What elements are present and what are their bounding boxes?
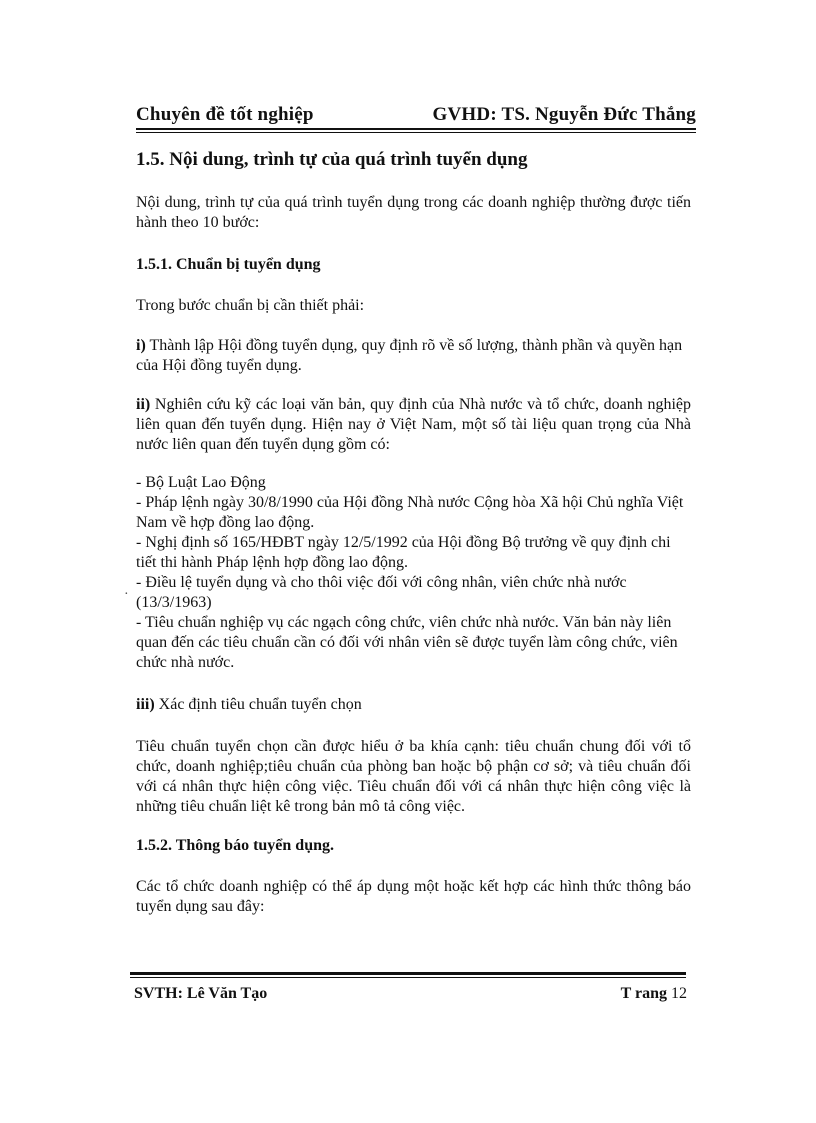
regulation-item: - Tiêu chuẩn nghiệp vụ các ngạch công chức, viên chức nhà nước. Văn bản này liên quan đến các tiêu chuẩn cần có đối với nhân viên sẽ được tuyển làm công chức, viên chức nhà nước. [136, 614, 678, 671]
regulation-item: - Pháp lệnh ngày 30/8/1990 của Hội đồng Nhà nước Cộng hòa Xã hội Chủ nghĩa Việt Nam về hợp đồng lao động. [136, 494, 684, 531]
header-thesis-title: Chuyên đề tốt nghiệp [136, 104, 314, 125]
section-title: 1.5. Nội dung, trình tự của quá trình tuyển dụng [136, 149, 528, 170]
item-iii-marker: iii) [136, 696, 155, 713]
page-number: 12 [671, 985, 687, 1002]
footer-rule-thin [130, 977, 686, 978]
regulation-item: - Điều lệ tuyển dụng và cho thôi việc đối với công nhân, viên chức nhà nước (13/3/1963) [136, 574, 627, 611]
item-ii [136, 395, 691, 455]
regulation-item: - Nghị định số 165/HĐBT ngày 12/5/1992 của Hội đồng Bộ trưởng về quy định chi tiết thi hành Pháp lệnh hợp đồng lao động. [136, 534, 671, 571]
preparation-lead: Trong bước chuẩn bị cần thiết phải: [136, 297, 365, 314]
margin-mark: · [124, 587, 129, 602]
item-ii-text: Nghiên cứu kỹ các loại văn bản, quy định của Nhà nước và tổ chức, doanh nghiệp liên quan đến tuyển dụng. Hiện nay ở Việt Nam, một số tài liệu quan trọng của Nhà nước liên quan đến tuyển dụng gồm có: [136, 396, 692, 453]
item-iii [136, 695, 691, 715]
criteria-paragraph: Tiêu chuẩn tuyển chọn cần được hiểu ở ba khía cạnh: tiêu chuẩn chung đối với tổ chức, doanh nghiệp;tiêu chuẩn của phòng ban hoặc bộ phận cơ sở; và tiêu chuẩn đối với cá nhân thực hiện công việc. Tiêu chuẩn đối với cá nhân thực hiện công việc là những tiêu chuẩn liệt kê trong bản mô tả công việc. [136, 738, 691, 815]
item-ii-marker: ii) [136, 396, 151, 413]
subsection-title-1-5-2: 1.5.2. Thông báo tuyển dụng. [136, 837, 334, 854]
header-rule-thin [136, 132, 696, 133]
regulation-list [136, 473, 691, 673]
page-footer [134, 985, 687, 1003]
intro-paragraph: Nội dung, trình tự của quá trình tuyển dụng trong các doanh nghiệp thường được tiến hành theo 10 bước: [136, 194, 691, 231]
item-i [136, 336, 691, 376]
footer-author: SVTH: Lê Văn Tạo [134, 985, 268, 1002]
footer-page [621, 985, 687, 1003]
subsection-title-1-5-1: 1.5.1. Chuẩn bị tuyển dụng [136, 256, 321, 273]
footer-rule [130, 972, 686, 975]
header-supervisor: GVHD: TS. Nguyễn Đức Thắng [432, 104, 696, 125]
item-iii-text: Xác định tiêu chuẩn tuyển chọn [158, 696, 362, 713]
item-i-text: Thành lập Hội đồng tuyển dụng, quy định rõ về số lượng, thành phần và quyền hạn của Hội đồng tuyển dụng. [136, 337, 683, 374]
header-rule [136, 128, 696, 130]
announcement-paragraph: Các tổ chức doanh nghiệp có thể áp dụng một hoặc kết hợp các hình thức thông báo tuyển dụng sau đây: [136, 878, 691, 915]
page-header [136, 104, 696, 126]
regulation-item: - Bộ Luật Lao Động [136, 474, 266, 491]
footer-page-label: T rang [620, 985, 667, 1002]
item-i-marker: i) [136, 337, 146, 354]
